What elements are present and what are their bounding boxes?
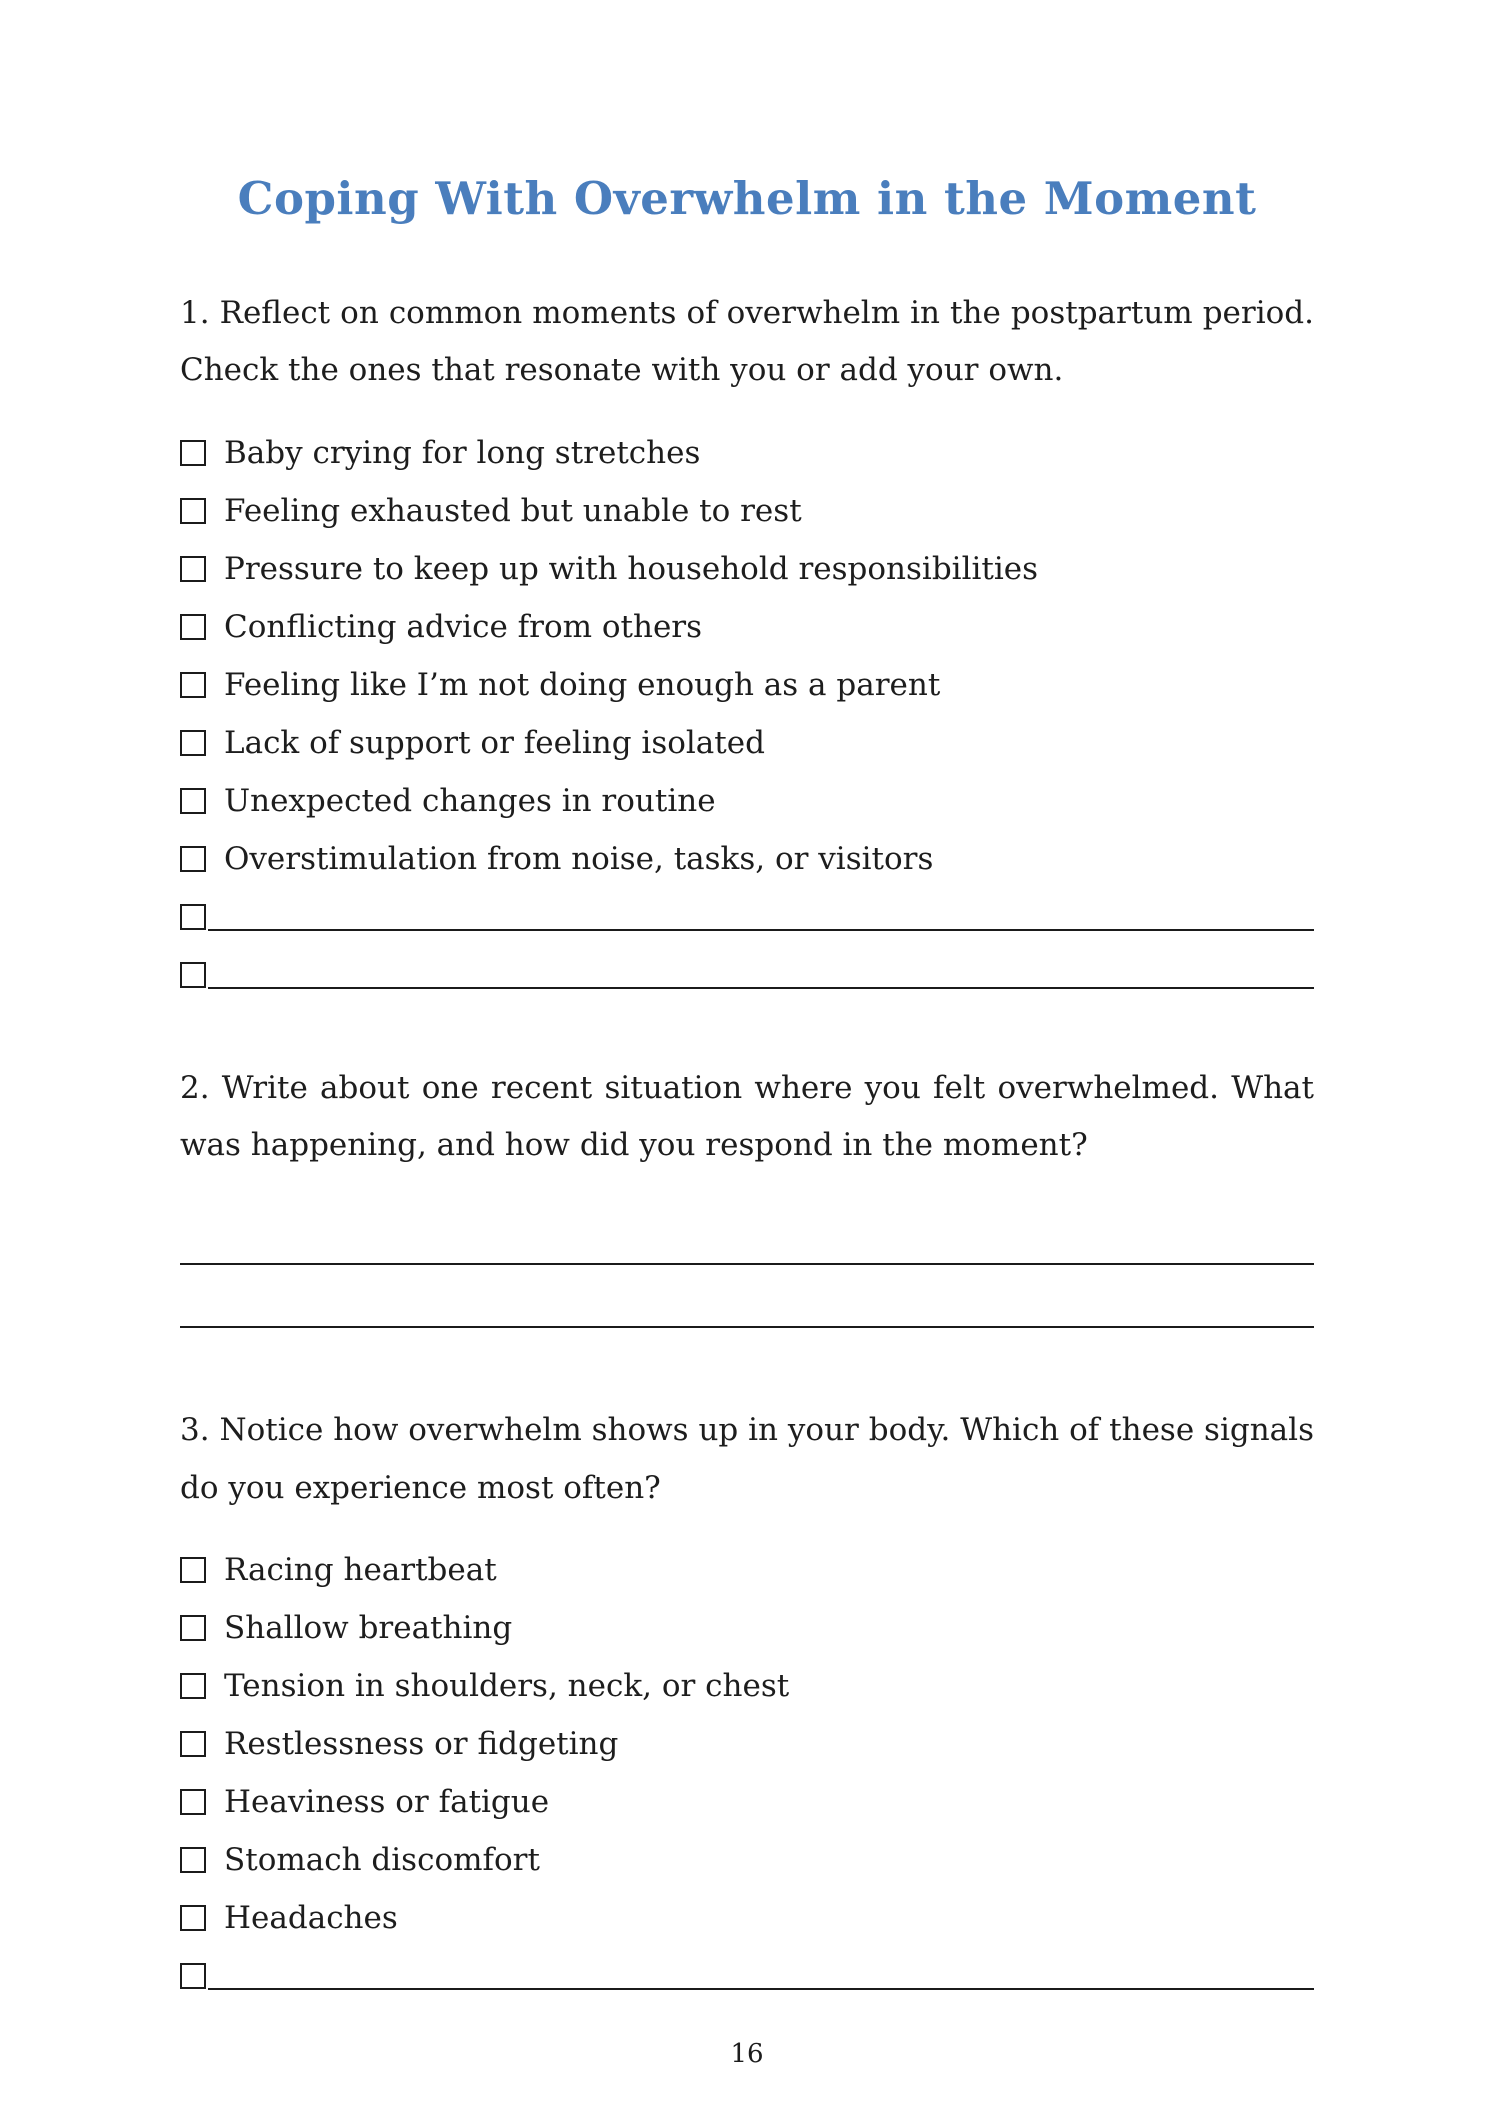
write-in-line[interactable] [208,987,1314,989]
question-3: 3. Notice how overwhelm shows up in your body. Which of these signals do you experience most often? [180,1412,1314,1506]
checkbox[interactable] [180,556,206,582]
write-in-line[interactable] [208,929,1314,931]
checkbox[interactable] [180,904,206,930]
checkbox[interactable] [180,1557,206,1583]
checkbox-label: Heaviness or fatigue [224,1784,550,1821]
checkbox[interactable] [180,1905,206,1931]
checkbox-label: Baby crying for long stretches [224,434,701,471]
checkbox-row [180,424,1314,482]
checkbox-blank-row [180,888,1314,946]
checkbox[interactable] [180,1673,206,1699]
checkbox-label: Racing heartbeat [224,1552,497,1589]
checkbox[interactable] [180,1789,206,1815]
checkbox-row [180,772,1314,830]
checkbox-row [180,1599,1314,1657]
checkbox-label: Unexpected changes in routine [224,782,716,819]
checkbox[interactable] [180,962,206,988]
checkbox-blank-row [180,946,1314,1004]
checklist-1 [180,424,1314,1004]
writing-line[interactable] [180,1202,1314,1265]
page-title: Coping With Overwhelm in the Moment [237,172,1257,225]
checkbox-row [180,540,1314,598]
checkbox-row [180,656,1314,714]
question-2: 2. Write about one recent situation where you felt overwhelmed. What was happening, and how did you respond in the moment? [180,1069,1314,1164]
checkbox[interactable] [180,1963,206,1989]
page-number: 16 [730,2039,764,2069]
checkbox[interactable] [180,672,206,698]
checkbox[interactable] [180,846,206,872]
checkbox-row [180,482,1314,540]
checkbox-label: Tension in shoulders, neck, or chest [224,1668,790,1705]
checkbox-row [180,714,1314,772]
writing-line[interactable] [180,1265,1314,1328]
checkbox[interactable] [180,614,206,640]
checkbox-row [180,1541,1314,1599]
checkbox-label: Overstimulation from noise, tasks, or visitors [224,840,934,877]
checkbox-row [180,598,1314,656]
checkbox-label: Pressure to keep up with household responsibilities [224,550,1039,587]
checkbox-label: Stomach discomfort [224,1842,540,1879]
checkbox[interactable] [180,1615,206,1641]
checkbox-row [180,1889,1314,1947]
checkbox-label: Lack of support or feeling isolated [224,724,765,761]
checkbox-label: Conflicting advice from others [224,608,703,645]
checkbox[interactable] [180,1731,206,1757]
checkbox[interactable] [180,730,206,756]
checkbox-blank-row [180,1947,1314,2005]
checkbox-row [180,830,1314,888]
checklist-3 [180,1541,1314,2005]
writing-area [180,1202,1314,1328]
checkbox[interactable] [180,1847,206,1873]
checkbox-row [180,1715,1314,1773]
checkbox-label: Headaches [224,1900,398,1937]
question-1: 1. Reflect on common moments of overwhelm in the postpartum period. Check the ones that resonate with you or add your own. [180,295,1314,389]
checkbox-label: Restlessness or fidgeting [224,1726,619,1763]
checkbox-label: Feeling exhausted but unable to rest [224,492,802,529]
checkbox-label: Shallow breathing [224,1610,513,1647]
checkbox-row [180,1831,1314,1889]
write-in-line[interactable] [208,1988,1314,1990]
checkbox[interactable] [180,440,206,466]
checkbox[interactable] [180,788,206,814]
checkbox-row [180,1657,1314,1715]
checkbox-label: Feeling like I’m not doing enough as a parent [224,666,941,703]
checkbox-row [180,1773,1314,1831]
checkbox[interactable] [180,498,206,524]
page-footer [180,2039,1314,2069]
